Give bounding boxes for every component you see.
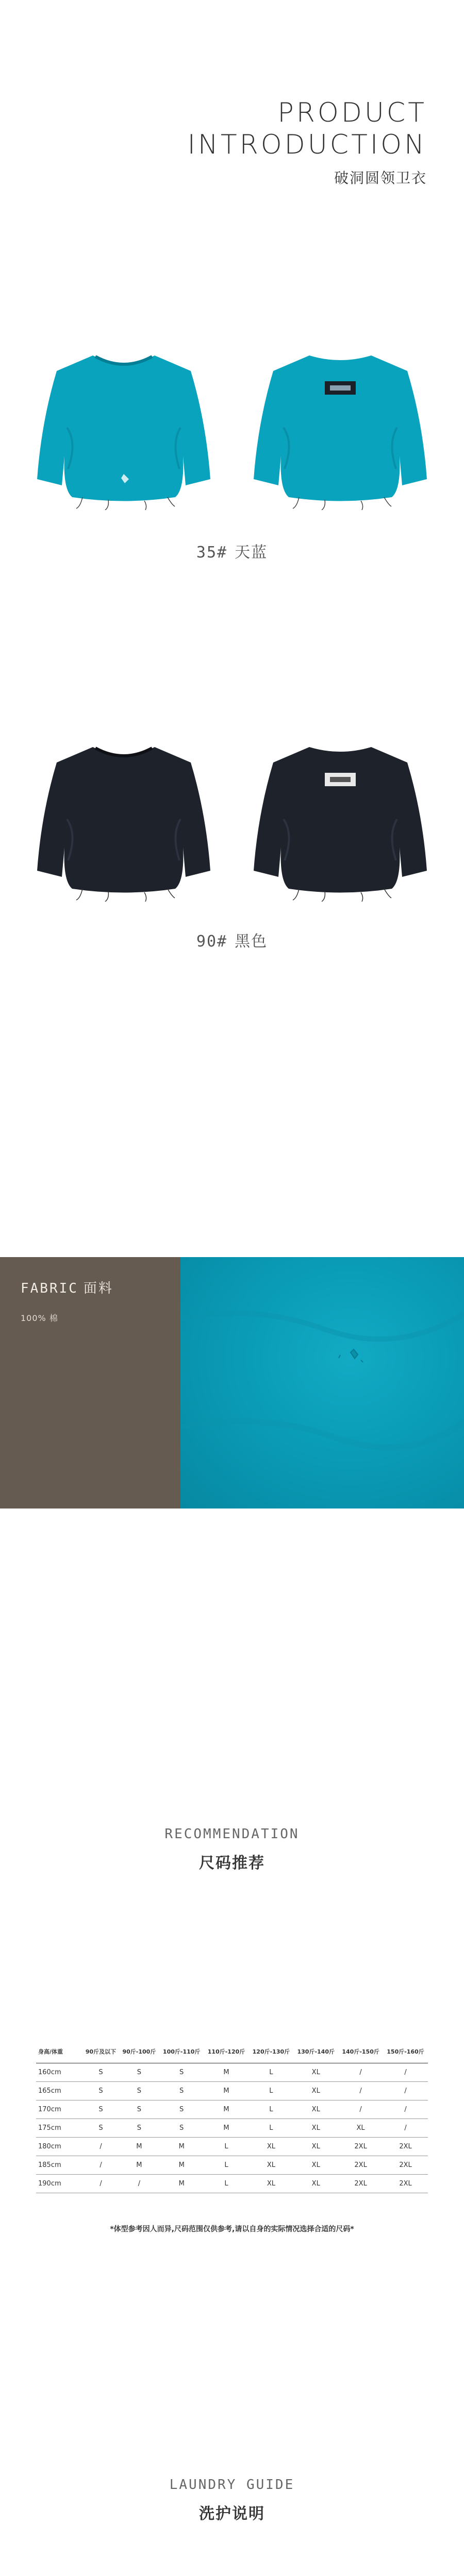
size-cell: / — [383, 2119, 428, 2137]
size-cell: 2XL — [383, 2174, 428, 2193]
table-row — [36, 2119, 428, 2137]
size-cell: S — [82, 2081, 119, 2100]
size-cell: / — [383, 2081, 428, 2100]
size-cell: M — [204, 2063, 249, 2081]
size-cell: XL — [248, 2156, 293, 2174]
size-table-header-cell: 身高/体重 — [36, 2040, 82, 2063]
size-cell: / — [383, 2100, 428, 2119]
height-cell: 165cm — [36, 2081, 82, 2100]
size-cell: M — [119, 2137, 159, 2156]
size-cell: M — [204, 2119, 249, 2137]
title-en-line1: PRODUCT — [277, 97, 427, 128]
size-cell: XL — [293, 2174, 338, 2193]
size-section-title — [0, 1826, 464, 1873]
blue-sweater-back-photo — [253, 350, 428, 510]
size-table-header-cell: 90斤及以下 — [82, 2040, 119, 2063]
color-code: 35# — [196, 544, 228, 562]
size-cell: S — [159, 2063, 204, 2081]
size-cell: S — [119, 2100, 159, 2119]
fabric-title — [21, 1278, 113, 1297]
table-row — [36, 2156, 428, 2174]
size-cell: XL — [293, 2119, 338, 2137]
size-cell: L — [204, 2174, 249, 2193]
size-cell: XL — [338, 2119, 383, 2137]
table-row — [36, 2081, 428, 2100]
size-cell: XL — [293, 2100, 338, 2119]
size-table — [36, 2040, 428, 2193]
height-cell: 190cm — [36, 2174, 82, 2193]
size-table-header-cell: 130斤-140斤 — [293, 2040, 338, 2063]
size-cell: XL — [293, 2156, 338, 2174]
size-cell: L — [204, 2156, 249, 2174]
size-cell: 2XL — [338, 2174, 383, 2193]
fabric-title-en: FABRIC — [21, 1281, 78, 1296]
size-cell: L — [248, 2119, 293, 2137]
size-cell: S — [119, 2081, 159, 2100]
height-cell: 160cm — [36, 2063, 82, 2081]
size-cell: M — [204, 2081, 249, 2100]
table-row — [36, 2137, 428, 2156]
size-cell: XL — [248, 2174, 293, 2193]
color-name: 天蓝 — [235, 544, 268, 562]
fabric-title-cn: 面料 — [83, 1281, 113, 1296]
size-cell: / — [82, 2156, 119, 2174]
size-cell: XL — [248, 2137, 293, 2156]
height-cell: 170cm — [36, 2100, 82, 2119]
size-cell: 2XL — [383, 2137, 428, 2156]
fabric-info-panel — [0, 1257, 180, 1509]
laundry-title-en: LAUNDRY GUIDE — [169, 2477, 295, 2493]
size-cell: S — [159, 2081, 204, 2100]
size-cell: L — [248, 2063, 293, 2081]
product-intro-header — [188, 97, 427, 188]
size-cell: S — [82, 2063, 119, 2081]
laundry-title-cn: 洗护说明 — [199, 2505, 265, 2523]
size-cell: S — [119, 2063, 159, 2081]
size-cell: / — [82, 2137, 119, 2156]
size-cell: / — [119, 2174, 159, 2193]
black-sweater-front-photo — [36, 742, 211, 902]
fabric-section — [0, 1257, 464, 1509]
size-cell: S — [159, 2100, 204, 2119]
table-row — [36, 2100, 428, 2119]
size-cell: S — [82, 2100, 119, 2119]
color-caption-blue — [0, 539, 464, 562]
size-cell: M — [204, 2100, 249, 2119]
fabric-swatch-photo — [180, 1257, 464, 1509]
size-cell: M — [159, 2156, 204, 2174]
size-cell: 2XL — [338, 2137, 383, 2156]
laundry-section-title — [0, 2477, 464, 2523]
height-cell: 180cm — [36, 2137, 82, 2156]
size-disclaimer: *体型参考因人而异,尺码范围仅供参考,请以自身的实际情况选择合适的尺码* — [110, 2225, 354, 2233]
color-code: 90# — [196, 933, 228, 951]
size-cell: M — [159, 2174, 204, 2193]
color-name: 黑色 — [235, 933, 268, 951]
size-cell: L — [248, 2081, 293, 2100]
fabric-composition: 100% 棉 — [21, 1313, 58, 1323]
size-cell: M — [119, 2156, 159, 2174]
size-cell: / — [383, 2063, 428, 2081]
size-cell: 2XL — [338, 2156, 383, 2174]
size-cell: / — [338, 2100, 383, 2119]
size-title-cn: 尺码推荐 — [199, 1854, 265, 1872]
size-table-header-cell: 90斤-100斤 — [119, 2040, 159, 2063]
size-cell: XL — [293, 2063, 338, 2081]
table-row — [36, 2063, 428, 2081]
size-cell: S — [119, 2119, 159, 2137]
blue-sweater-front-photo — [36, 350, 211, 510]
table-row — [36, 2174, 428, 2193]
height-cell: 185cm — [36, 2156, 82, 2174]
size-cell: XL — [293, 2081, 338, 2100]
height-cell: 175cm — [36, 2119, 82, 2137]
size-table-header-cell: 150斤-160斤 — [383, 2040, 428, 2063]
size-cell: S — [82, 2119, 119, 2137]
size-table-header-cell: 100斤-110斤 — [159, 2040, 204, 2063]
title-en-line2: INTRODUCTION — [187, 129, 427, 160]
size-table-header-row — [36, 2040, 428, 2063]
size-table-header-cell: 120斤-130斤 — [248, 2040, 293, 2063]
product-name: 破洞圆领卫衣 — [334, 170, 427, 187]
size-cell: / — [338, 2081, 383, 2100]
size-cell: S — [159, 2119, 204, 2137]
size-table-header-cell: 110斤-120斤 — [204, 2040, 249, 2063]
size-cell: / — [338, 2063, 383, 2081]
size-cell: L — [204, 2137, 249, 2156]
size-cell: 2XL — [383, 2156, 428, 2174]
size-table-header-cell: 140斤-150斤 — [338, 2040, 383, 2063]
size-cell: M — [159, 2137, 204, 2156]
size-cell: L — [248, 2100, 293, 2119]
black-sweater-back-photo — [253, 742, 428, 902]
size-title-en: RECOMMENDATION — [164, 1826, 300, 1842]
size-cell: XL — [293, 2137, 338, 2156]
size-cell: / — [82, 2174, 119, 2193]
color-caption-black — [0, 928, 464, 951]
